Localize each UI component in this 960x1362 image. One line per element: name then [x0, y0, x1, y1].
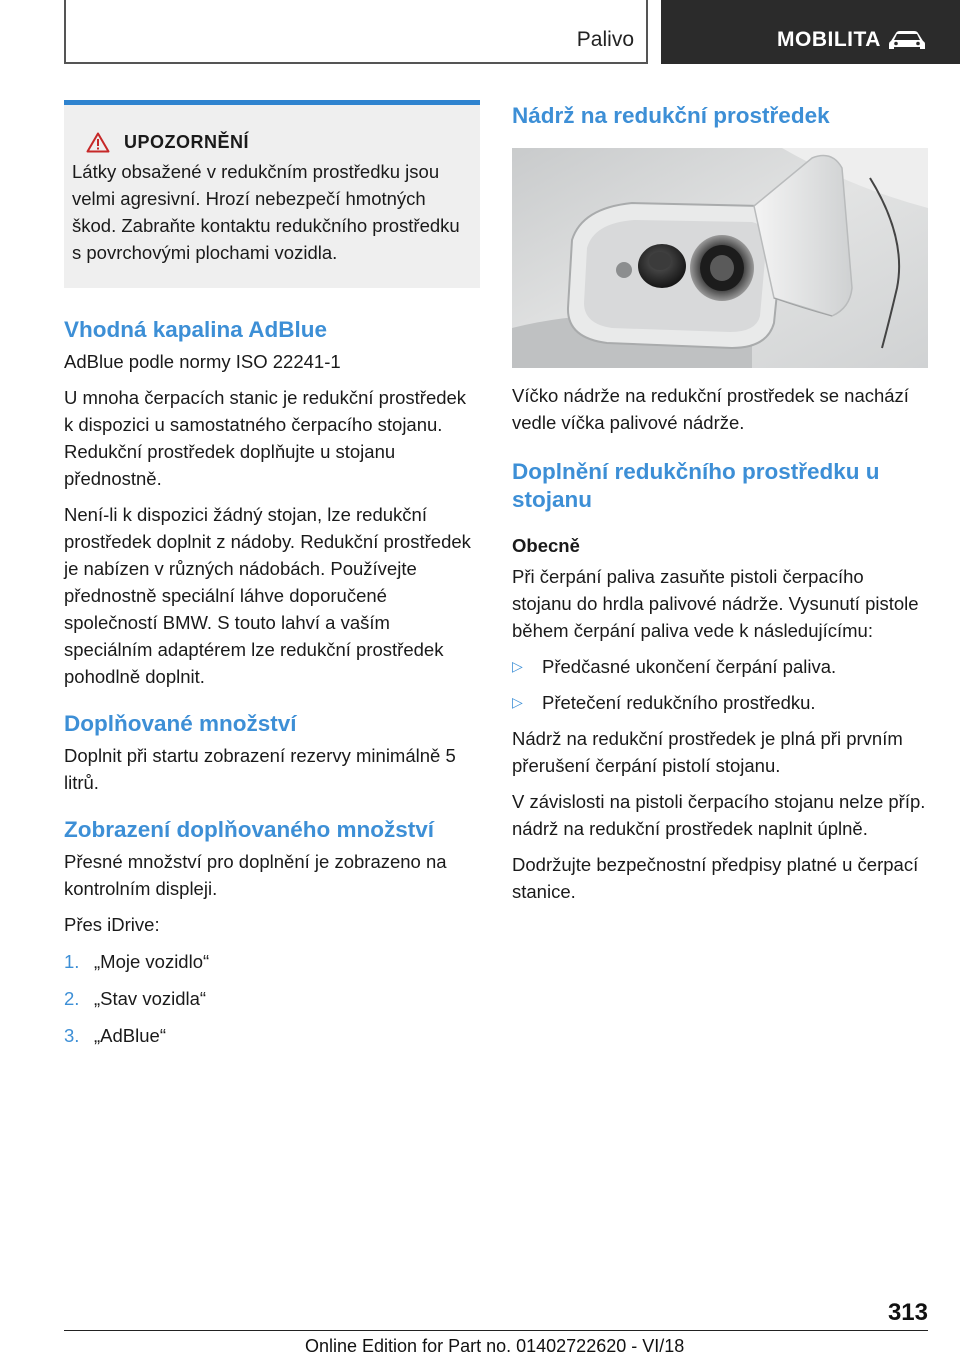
section-fill-quantity	[64, 710, 480, 796]
bullet-triangle-icon: ▷	[512, 658, 523, 674]
paragraph: Přesné množství pro doplnění je zobrazeno na kontrolním displeji.	[64, 851, 447, 899]
section-title: Doplňované množství	[64, 711, 297, 736]
step-text: „Stav vozidla“	[94, 988, 207, 1009]
header-chapter-tab	[661, 0, 960, 64]
step-number: 2.	[64, 988, 80, 1009]
subsection-title: Obecně	[512, 535, 580, 556]
idrive-steps-list	[64, 948, 480, 1049]
header-chapter-label: MOBILITA	[777, 28, 881, 51]
section-title: Vhodná kapalina AdBlue	[64, 317, 327, 342]
step-text: „Moje vozidlo“	[94, 951, 210, 972]
paragraph: Není-li k dispozici žádný stojan, lze redukční prostředek doplnit z nádoby. Redukční prostředek je nabízen v různých nádobách. Používejte přednostně speciální láhve doporučené společností BMW. S touto lahví a vaším speciálním adaptérem lze redukční prostředek pohodlně doplnit.	[64, 504, 471, 687]
bullet-triangle-icon: ▷	[512, 694, 523, 710]
bullet-text: Přetečení redukčního prostředku.	[542, 692, 816, 713]
paragraph: U mnoha čerpacích stanic je redukční prostředek k dispozici u samostatného čerpacího stojanu. Redukční prostředek doplňujte u stojanu přednostně.	[64, 387, 467, 489]
list-item	[64, 1022, 480, 1049]
photo-caption: Víčko nádrže na redukční prostředek se nachází vedle víčka palivové nádrže.	[512, 385, 909, 433]
section-adblue-fluid	[64, 316, 480, 690]
list-item	[64, 948, 480, 975]
step-text: „AdBlue“	[94, 1025, 166, 1046]
footer-divider	[64, 1330, 928, 1331]
bullet-text: Předčasné ukončení čerpání paliva.	[542, 656, 837, 677]
header-frame	[64, 0, 648, 64]
car-icon	[887, 28, 927, 52]
section-title: Doplnění redukčního prostředku u stojanu	[512, 459, 880, 512]
warning-heading	[72, 129, 470, 156]
tank-cap-photo	[512, 148, 928, 368]
footer-edition: Online Edition for Part no. 01402722620 - VI/18	[305, 1336, 685, 1356]
page-number: 313	[887, 1299, 928, 1326]
step-number: 1.	[64, 951, 80, 972]
consequences-list	[512, 653, 928, 716]
paragraph: AdBlue podle normy ISO 22241-1	[64, 351, 341, 372]
section-fill-quantity-display	[64, 816, 480, 1049]
paragraph: Přes iDrive:	[64, 914, 160, 935]
paragraph: Doplnit při startu zobrazení rezervy minimálně 5 litrů.	[64, 745, 456, 793]
header-section-title: Palivo	[576, 28, 634, 51]
section-title: Zobrazení doplňovaného množství	[64, 817, 435, 842]
paragraph: V závislosti na pistoli čerpacího stojanu nelze příp. nádrž na redukční prostředek naplnit úplně.	[512, 791, 926, 839]
list-item	[512, 689, 928, 716]
step-number: 3.	[64, 1025, 80, 1046]
paragraph: Při čerpání paliva zasuňte pistoli čerpacího stojanu do hrdla palivové nádrže. Vysunutí pistole během čerpání paliva vede k následujícímu:	[512, 566, 919, 641]
list-item	[512, 653, 928, 680]
warning-box	[64, 100, 480, 288]
section-title: Nádrž na redukční prostředek	[512, 103, 830, 128]
paragraph: Dodržujte bezpečnostní předpisy platné u čerpací stanice.	[512, 854, 919, 902]
warning-text: Látky obsažené v redukčním prostředku jsou velmi agresivní. Hrozí nebezpečí hmotných škod. Zabraňte kontaktu redukčního prostředku s povrchovými plochami vozidla.	[72, 161, 460, 263]
section-refill-at-pump	[512, 458, 928, 905]
warning-title: UPOZORNĚNÍ	[124, 132, 250, 152]
right-column	[512, 100, 928, 925]
paragraph: Nádrž na redukční prostředek je plná při prvním přerušení čerpání pistolí stojanu.	[512, 728, 903, 776]
left-column	[64, 100, 480, 1069]
warning-triangle-icon	[86, 132, 110, 153]
list-item	[64, 985, 480, 1012]
